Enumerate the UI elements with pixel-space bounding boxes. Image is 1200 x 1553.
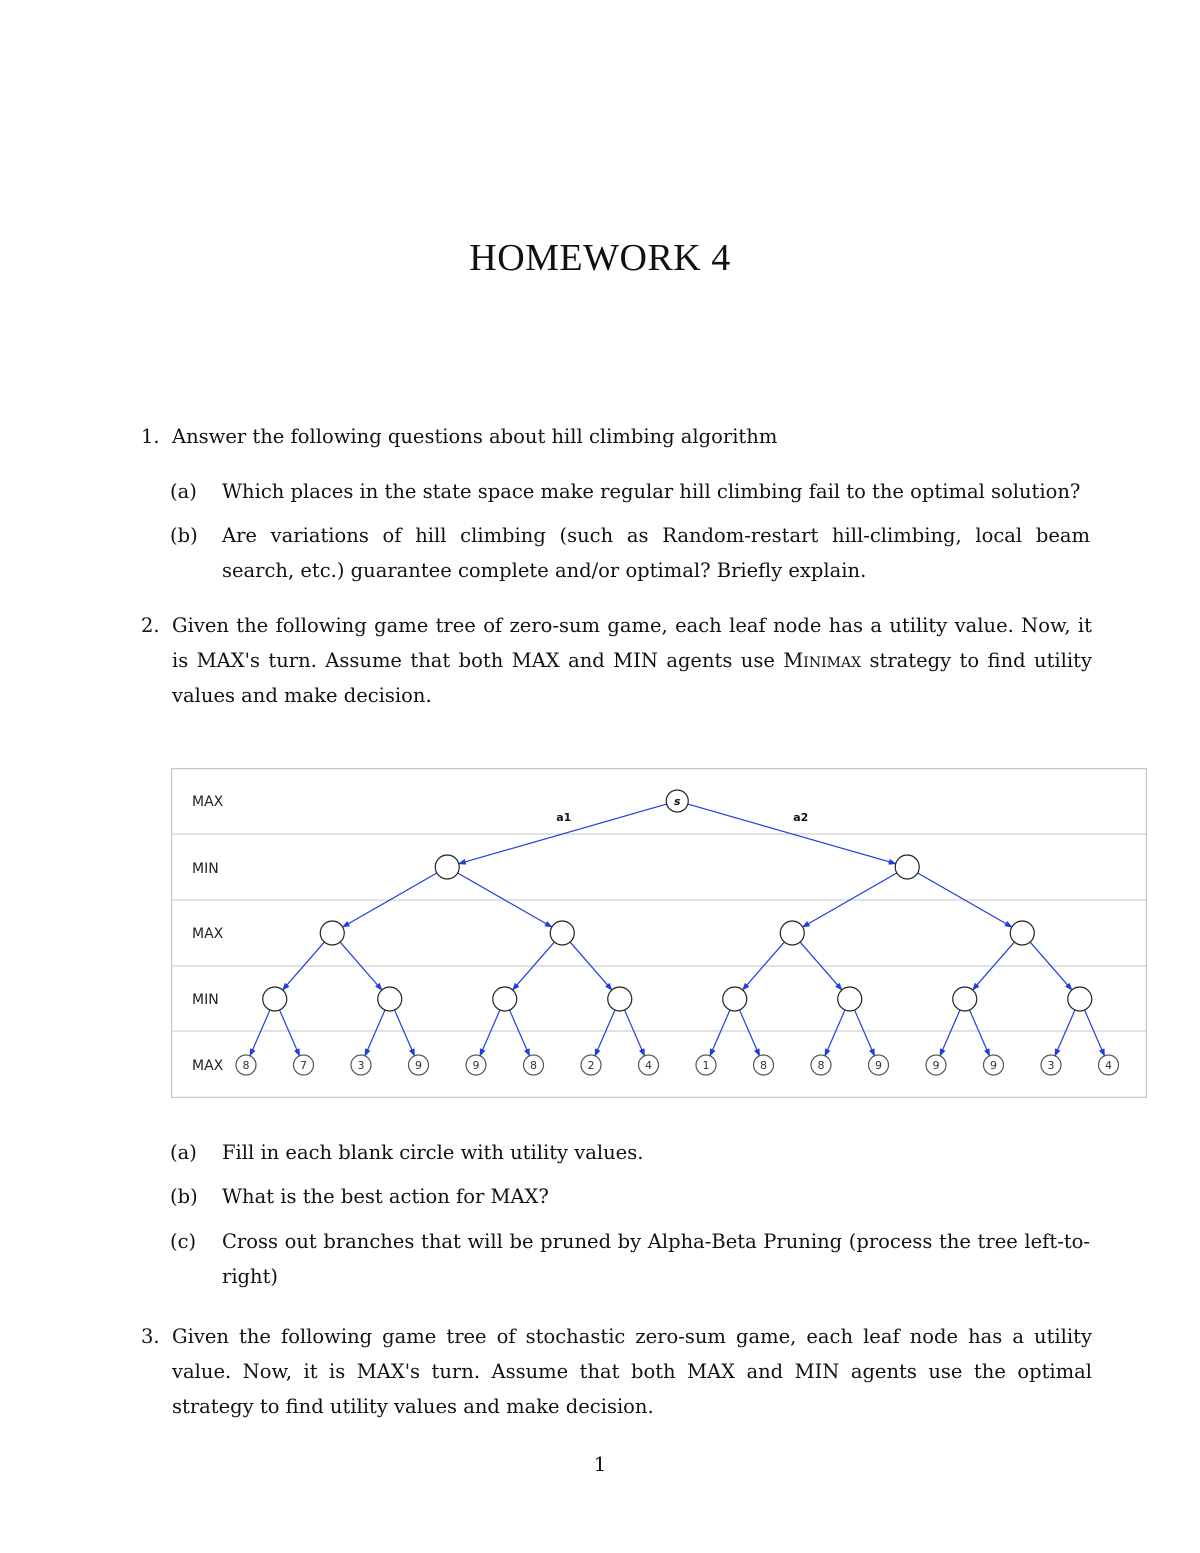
game-tree [171,768,1147,1098]
tree-edge [970,1010,990,1056]
row-label: MAX [192,926,224,942]
subquestion-label: (c) [170,1230,197,1253]
tree-edge [940,1010,960,1056]
row-label: MIN [192,992,219,1008]
question-text-part: strategy to find utility values and make decision. [172,649,1092,707]
tree-edge [510,1010,530,1056]
leaf-value: 4 [645,1059,652,1072]
blank-node [780,921,804,945]
tree-edge [740,1010,760,1056]
subquestion-label: (b) [170,524,198,547]
blank-node [378,987,402,1011]
leaf-value: 9 [415,1059,422,1072]
question-number: 2. [141,614,160,637]
row-label: MAX [192,1058,224,1074]
tree-edge [1085,1010,1105,1056]
subquestion-text: What is the best action for MAX? [222,1185,549,1208]
page-title: HOMEWORK 4 [469,237,731,279]
action-label-a2: a2 [793,811,809,824]
tree-edge [625,1010,645,1056]
blank-node [320,921,344,945]
subquestion-label: (a) [170,1141,197,1164]
leaf-value: 9 [990,1059,997,1072]
minimax-term: Minimax [783,649,862,672]
tree-edge [250,1010,270,1056]
tree-frame [172,769,1147,1098]
blank-node [1068,987,1092,1011]
tree-edge [480,1010,500,1056]
blank-node [723,987,747,1011]
question-text [172,608,1092,713]
row-label: MAX [192,794,224,810]
leaf-value: 3 [357,1059,365,1072]
leaf-value: 8 [817,1059,825,1072]
tree-edge [365,1010,385,1056]
blank-node [608,987,632,1011]
question-text-part: Given the following game tree of zero-sum game, each leaf node has a utility value. Now, it is MAX's turn. Assume that both MAX and MIN agents use [172,614,1092,672]
subquestion-text: Fill in each blank circle with utility values. [222,1141,644,1164]
leaf-value: 4 [1105,1059,1112,1072]
subquestion-text: Which places in the state space make regular hill climbing fail to the optimal solution? [222,480,1081,503]
action-label-a1: a1 [556,811,572,824]
tree-edge [395,1010,415,1056]
blank-node [550,921,574,945]
blank-node [895,855,919,879]
leaf-value: 1 [702,1059,710,1072]
subquestion-label: (a) [170,480,197,503]
subquestion-text: Cross out branches that will be pruned by Alpha-Beta Pruning (process the tree left-to-right) [222,1230,1090,1288]
subquestion-text: Are variations of hill climbing (such as Random-restart hill-climbing, local beam search, etc.) guarantee complete and/or optimal? Briefly explain. [222,524,1090,582]
blank-node [1010,921,1034,945]
leaf-value: 7 [300,1059,307,1072]
leaf-value: 8 [530,1059,537,1072]
tree-edge [855,1010,875,1056]
leaf-value: 8 [242,1059,250,1072]
blank-node [493,987,517,1011]
leaf-value: 8 [760,1059,767,1072]
root-label: s [673,795,681,808]
tree-edge [825,1010,845,1056]
question-text: Given the following game tree of stochastic zero-sum game, each leaf node has a utility value. Now, it is MAX's turn. Assume that both MAX and MIN agents use the optimal strategy to find utility values and make decision. [172,1325,1092,1418]
blank-node [953,987,977,1011]
tree-edge [1055,1010,1075,1056]
tree-edge [595,1010,615,1056]
blank-node [838,987,862,1011]
question-text: Answer the following questions about hill climbing algorithm [172,425,778,448]
question-number: 1. [141,425,160,448]
row-label: MIN [192,861,219,877]
leaf-value: 2 [587,1059,595,1072]
blank-node [435,855,459,879]
tree-edge [710,1010,730,1056]
subquestion-label: (b) [170,1185,198,1208]
question-number: 3. [141,1325,160,1348]
leaf-value: 3 [1047,1059,1055,1072]
leaf-value: 9 [875,1059,882,1072]
leaf-value: 9 [932,1059,940,1072]
blank-node [263,987,287,1011]
leaf-value: 9 [472,1059,480,1072]
page-number: 1 [593,1452,607,1476]
tree-edge [280,1010,300,1056]
